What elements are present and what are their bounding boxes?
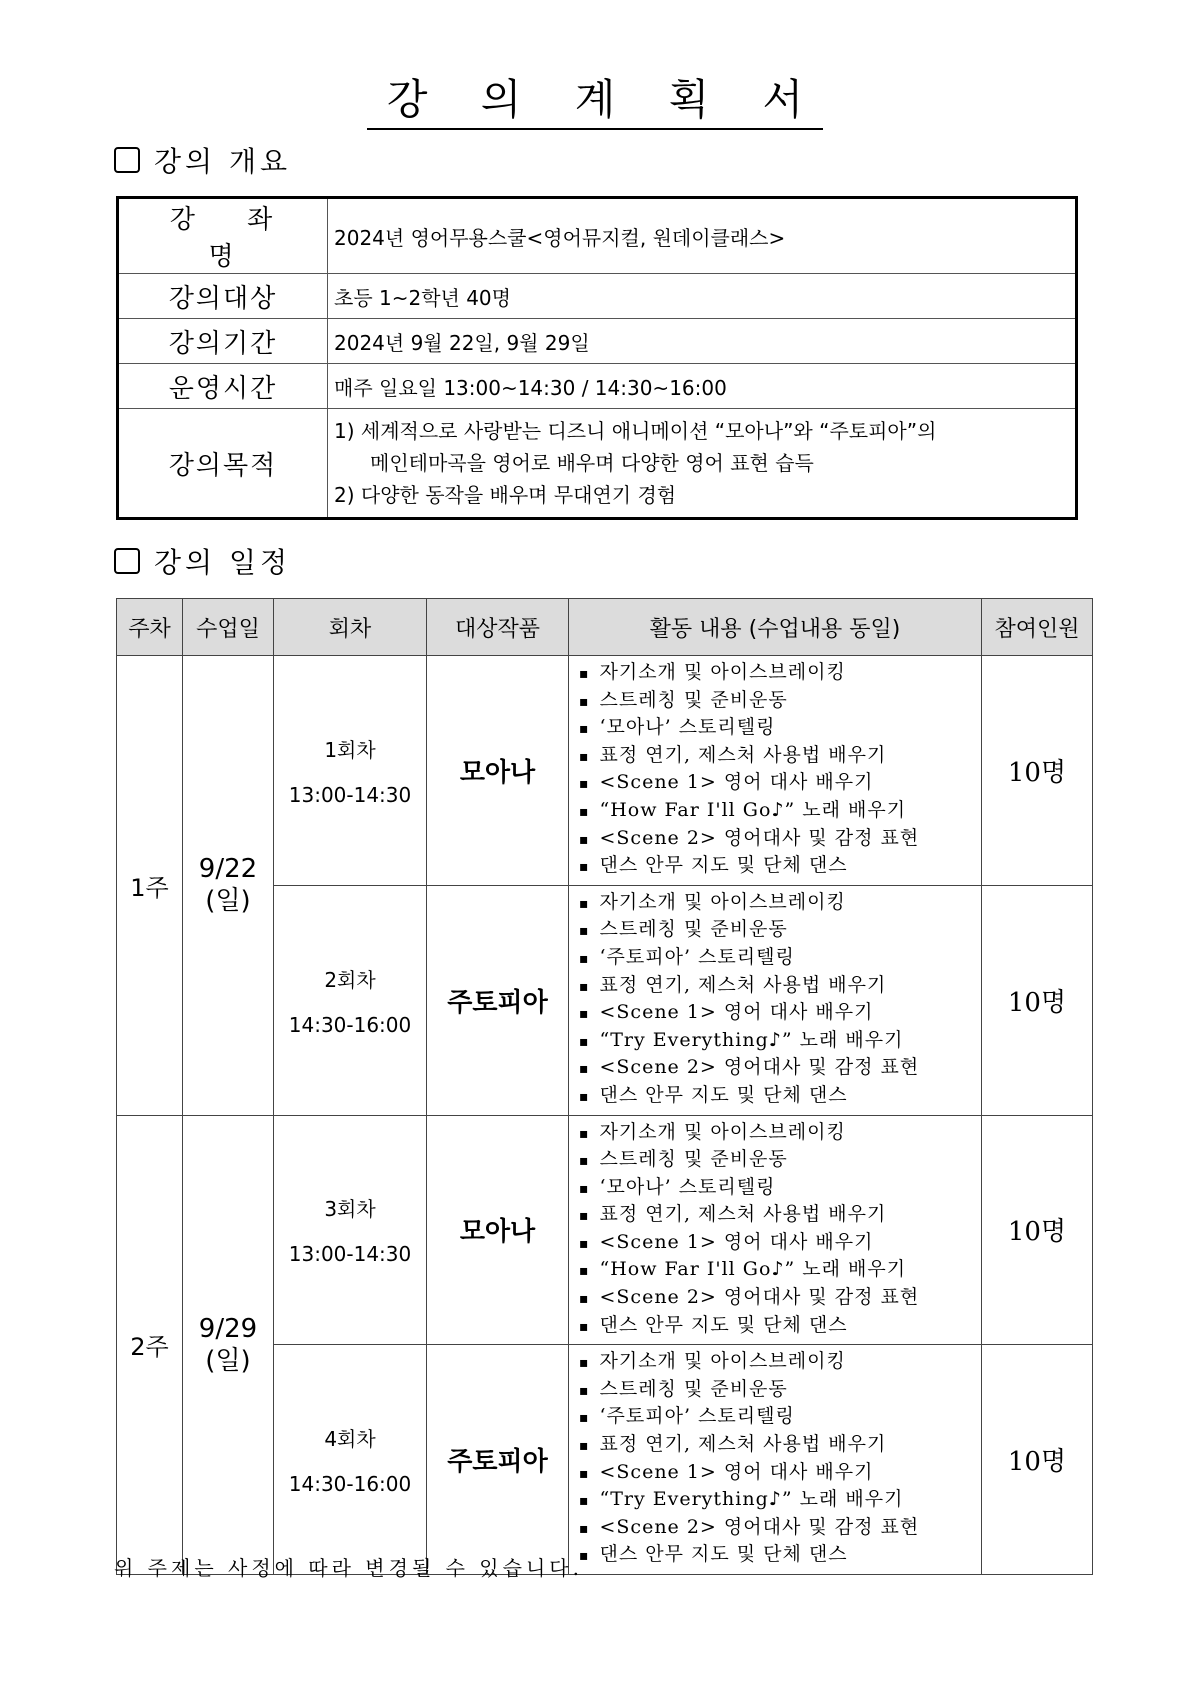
- date-cell: [183, 1115, 274, 1575]
- overview-row-target: [118, 274, 1077, 319]
- schedule-table: [116, 598, 1093, 1575]
- period-value: 2024년 9월 22일, 9월 29일: [328, 319, 1077, 364]
- people-cell: 10명: [982, 885, 1093, 1115]
- session-number: 3회차: [324, 1197, 376, 1222]
- overview-row-period: [118, 319, 1077, 364]
- activity-list: [569, 1345, 981, 1574]
- activity-item: ▪ 스트레칭 및 준비운동: [579, 688, 981, 716]
- course-name-value: 2024년 영어무용스쿨<영어뮤지컬, 원데이클래스>: [328, 198, 1077, 274]
- activities-cell: [569, 885, 982, 1115]
- session-time: 13:00-14:30: [288, 1242, 412, 1267]
- session-cell: [274, 885, 427, 1115]
- activities-cell: [569, 1115, 982, 1345]
- schedule-heading: [114, 544, 291, 578]
- table-row: [117, 1115, 1093, 1345]
- hours-value: 매주 일요일 13:00~14:30 / 14:30~16:00: [328, 364, 1077, 409]
- activity-item: ▪ 댄스 안무 지도 및 단체 댄스: [579, 1313, 981, 1341]
- header-work: 대상작품: [427, 599, 569, 656]
- purpose-line: 1) 세계적으로 사랑받는 디즈니 애니메이션 “모아나”와 “주토피아”의: [334, 419, 937, 443]
- activity-item: ▪ “How Far I'll Go♪” 노래 배우기: [579, 798, 981, 826]
- session-cell: [274, 1115, 427, 1345]
- purpose-value: [328, 409, 1077, 519]
- table-row: [117, 656, 1093, 886]
- activity-list: [569, 1116, 981, 1345]
- activity-item: ▪ 스트레칭 및 준비운동: [579, 1377, 981, 1405]
- week-cell: 2주: [117, 1115, 183, 1575]
- session-time: 14:30-16:00: [288, 1012, 412, 1037]
- activity-item: ▪ <Scene 2> 영어대사 및 감정 표현: [579, 1285, 981, 1313]
- period-label: 강의기간: [118, 319, 328, 364]
- activity-item: ▪ 자기소개 및 아이스브레이킹: [579, 1349, 981, 1377]
- work-cell: 주토피아: [427, 1345, 569, 1575]
- work-cell: 주토피아: [427, 885, 569, 1115]
- target-value: 초등 1~2학년 40명: [328, 274, 1077, 319]
- header-week: 주차: [117, 599, 183, 656]
- checkbox-icon: [114, 548, 140, 574]
- activity-item: ▪ “Try Everything♪” 노래 배우기: [579, 1487, 981, 1515]
- activity-item: ▪ <Scene 1> 영어 대사 배우기: [579, 1230, 981, 1258]
- header-date: 수업일: [183, 599, 274, 656]
- work-cell: 모아나: [427, 656, 569, 886]
- work-cell: 모아나: [427, 1115, 569, 1345]
- activity-item: ▪ 댄스 안무 지도 및 단체 댄스: [579, 1083, 981, 1111]
- overview-row-purpose: [118, 409, 1077, 519]
- activity-item: ▪ 자기소개 및 아이스브레이킹: [579, 1120, 981, 1148]
- date-value: 9/29: [198, 1313, 258, 1344]
- activity-item: ▪ 스트레칭 및 준비운동: [579, 917, 981, 945]
- activity-item: ▪ 표정 연기, 제스처 사용법 배우기: [579, 1202, 981, 1230]
- activity-item: ▪ “How Far I'll Go♪” 노래 배우기: [579, 1257, 981, 1285]
- activity-item: ▪ 스트레칭 및 준비운동: [579, 1147, 981, 1175]
- document-title: 강 의 계 획 서: [367, 74, 823, 130]
- activity-item: ▪ 자기소개 및 아이스브레이킹: [579, 890, 981, 918]
- overview-table: [116, 196, 1078, 520]
- session-time: 14:30-16:00: [288, 1472, 412, 1497]
- activity-list: [569, 656, 981, 885]
- people-cell: 10명: [982, 1345, 1093, 1575]
- purpose-line: 메인테마곡을 영어로 배우며 다양한 영어 표현 습득: [370, 451, 814, 475]
- header-session: 회차: [274, 599, 427, 656]
- schedule-header-row: [117, 599, 1093, 656]
- activity-item: ▪ ‘모아나’ 스토리텔링: [579, 715, 981, 743]
- activity-item: ▪ 표정 연기, 제스처 사용법 배우기: [579, 973, 981, 1001]
- date-day: (일): [205, 1345, 251, 1376]
- session-cell: [274, 1345, 427, 1575]
- activity-item: ▪ <Scene 1> 영어 대사 배우기: [579, 1460, 981, 1488]
- activity-item: ▪ <Scene 1> 영어 대사 배우기: [579, 1000, 981, 1028]
- date-value: 9/22: [198, 854, 258, 885]
- hours-label: 운영시간: [118, 364, 328, 409]
- document-title-wrap: [0, 74, 1190, 130]
- activity-item: ▪ ‘주토피아’ 스토리텔링: [579, 1404, 981, 1432]
- activity-item: ▪ ‘주토피아’ 스토리텔링: [579, 945, 981, 973]
- activities-cell: [569, 1345, 982, 1575]
- people-cell: 10명: [982, 656, 1093, 886]
- week-cell: 1주: [117, 656, 183, 1116]
- activity-item: ▪ “Try Everything♪” 노래 배우기: [579, 1028, 981, 1056]
- activity-item: ▪ 댄스 안무 지도 및 단체 댄스: [579, 1542, 981, 1570]
- checkbox-icon: [114, 147, 140, 173]
- session-number: 4회차: [324, 1427, 376, 1452]
- activities-cell: [569, 656, 982, 886]
- activity-item: ▪ 표정 연기, 제스처 사용법 배우기: [579, 743, 981, 771]
- date-day: (일): [205, 886, 251, 917]
- session-number: 1회차: [324, 737, 376, 762]
- course-name-label: 강 좌 명: [118, 198, 328, 274]
- purpose-label: 강의목적: [118, 409, 328, 519]
- overview-row-hours: [118, 364, 1077, 409]
- overview-heading: [114, 143, 291, 177]
- activity-item: ▪ ‘모아나’ 스토리텔링: [579, 1175, 981, 1203]
- overview-row-course: [118, 198, 1077, 274]
- session-number: 2회차: [324, 967, 376, 992]
- activity-item: ▪ <Scene 2> 영어대사 및 감정 표현: [579, 826, 981, 854]
- schedule-heading-label: 강의 일정: [154, 546, 292, 579]
- footer-note: 위 주제는 사정에 따라 변경될 수 있습니다.: [114, 1556, 583, 1580]
- header-activities: 활동 내용 (수업내용 동일): [569, 599, 982, 656]
- header-people: 참여인원: [982, 599, 1093, 656]
- people-cell: 10명: [982, 1115, 1093, 1345]
- activity-item: ▪ 자기소개 및 아이스브레이킹: [579, 660, 981, 688]
- date-cell: [183, 656, 274, 1116]
- overview-heading-label: 강의 개요: [154, 145, 292, 178]
- purpose-line: 2) 다양한 동작을 배우며 무대연기 경험: [334, 483, 677, 507]
- activity-list: [569, 886, 981, 1115]
- activity-item: ▪ 댄스 안무 지도 및 단체 댄스: [579, 853, 981, 881]
- target-label: 강의대상: [118, 274, 328, 319]
- activity-item: ▪ <Scene 2> 영어대사 및 감정 표현: [579, 1515, 981, 1543]
- session-cell: [274, 656, 427, 886]
- session-time: 13:00-14:30: [288, 782, 412, 807]
- activity-item: ▪ <Scene 2> 영어대사 및 감정 표현: [579, 1055, 981, 1083]
- activity-item: ▪ <Scene 1> 영어 대사 배우기: [579, 770, 981, 798]
- activity-item: ▪ 표정 연기, 제스처 사용법 배우기: [579, 1432, 981, 1460]
